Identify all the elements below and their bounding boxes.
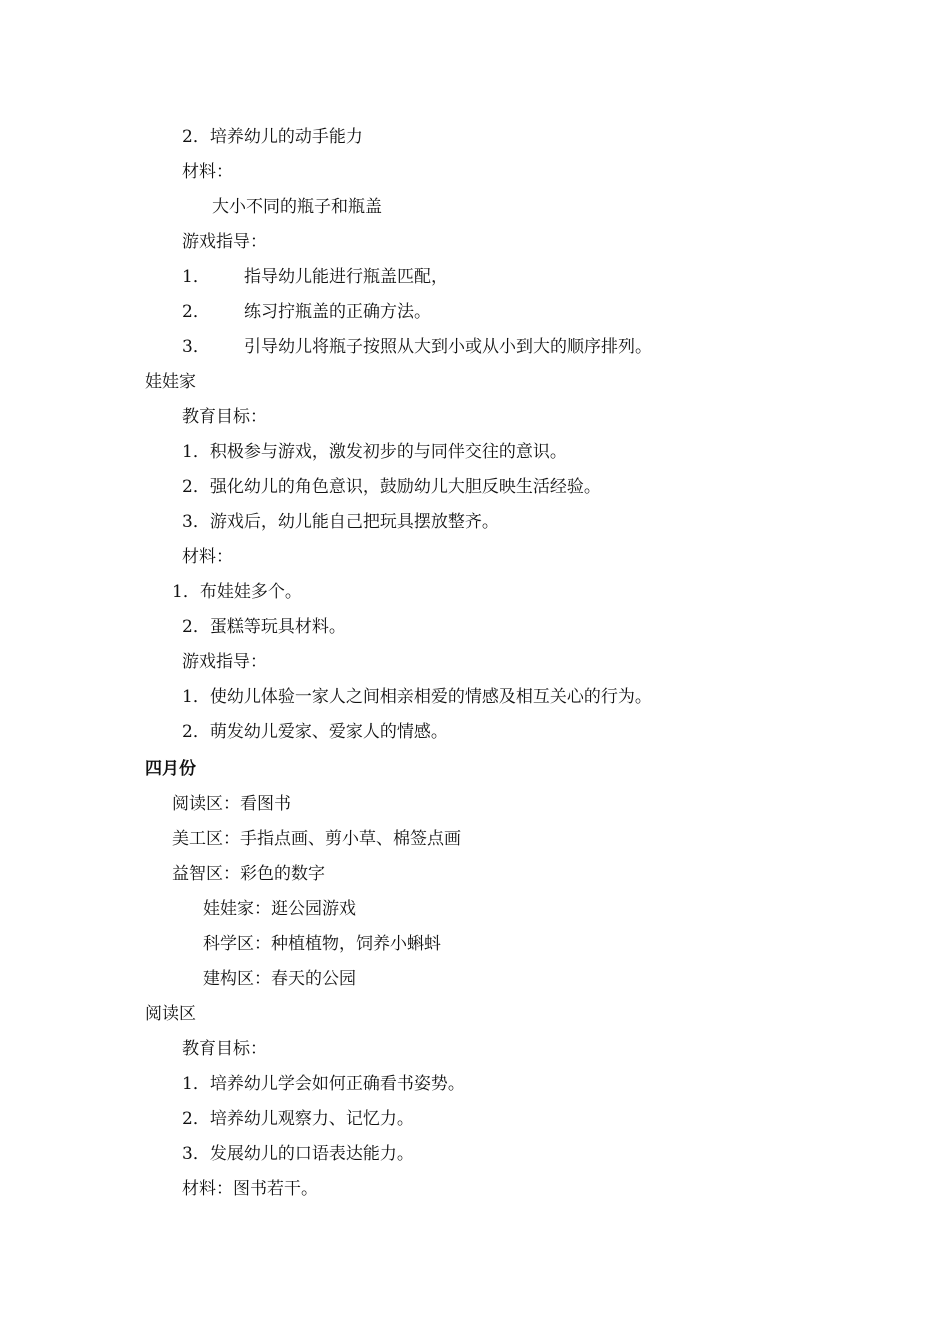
list-number: 2． — [182, 302, 210, 322]
goal-item-2: 2．培养幼儿的动手能力 — [182, 127, 363, 147]
area-art: 美工区：手指点画、剪小草、棉签点画 — [172, 829, 461, 849]
goal-item-3: 3．发展幼儿的口语表达能力。 — [182, 1144, 414, 1164]
materials-item-2: 2．蛋糕等玩具材料。 — [182, 617, 346, 637]
section-heading-reading: 阅读区 — [145, 1004, 196, 1024]
education-goals-heading: 教育目标： — [182, 407, 267, 427]
area-science: 科学区：种植植物，饲养小蝌蚪 — [203, 934, 441, 954]
list-text: 练习拧瓶盖的正确方法。 — [244, 302, 431, 322]
materials-item-1: 1．布娃娃多个。 — [172, 582, 302, 602]
goal-item-2: 2．培养幼儿观察力、记忆力。 — [182, 1109, 414, 1129]
education-goals-heading: 教育目标： — [182, 1039, 267, 1059]
area-reading: 阅读区：看图书 — [172, 794, 291, 814]
list-number: 1． — [182, 267, 210, 287]
materials-text: 大小不同的瓶子和瓶盖 — [212, 197, 382, 217]
materials-heading: 材料： — [182, 162, 233, 182]
game-guide-heading: 游戏指导： — [182, 652, 267, 672]
goal-item-2: 2．强化幼儿的角色意识，鼓励幼儿大胆反映生活经验。 — [182, 477, 601, 497]
goal-item-1: 1．培养幼儿学会如何正确看书姿势。 — [182, 1074, 465, 1094]
area-construction: 建构区：春天的公园 — [203, 969, 356, 989]
guide-item-3 — [182, 335, 652, 359]
section-heading-doll-house: 娃娃家 — [145, 372, 196, 392]
list-text: 指导幼儿能进行瓶盖匹配， — [244, 267, 448, 287]
guide-item-1 — [182, 265, 448, 289]
goal-item-1: 1．积极参与游戏，激发初步的与同伴交往的意识。 — [182, 442, 567, 462]
area-doll-house: 娃娃家：逛公园游戏 — [203, 899, 356, 919]
area-puzzle: 益智区：彩色的数字 — [172, 864, 325, 884]
month-heading-april: 四月份 — [145, 759, 196, 779]
guide-item-2: 2．萌发幼儿爱家、爱家人的情感。 — [182, 722, 448, 742]
materials-heading: 材料： — [182, 547, 233, 567]
list-number: 3． — [182, 337, 210, 357]
game-guide-heading: 游戏指导： — [182, 232, 267, 252]
guide-item-1: 1．使幼儿体验一家人之间相亲相爱的情感及相互关心的行为。 — [182, 687, 652, 707]
list-text: 引导幼儿将瓶子按照从大到小或从小到大的顺序排列。 — [244, 337, 652, 357]
goal-item-3: 3．游戏后，幼儿能自己把玩具摆放整齐。 — [182, 512, 499, 532]
materials-line: 材料：图书若干。 — [182, 1179, 318, 1199]
guide-item-2 — [182, 300, 431, 324]
